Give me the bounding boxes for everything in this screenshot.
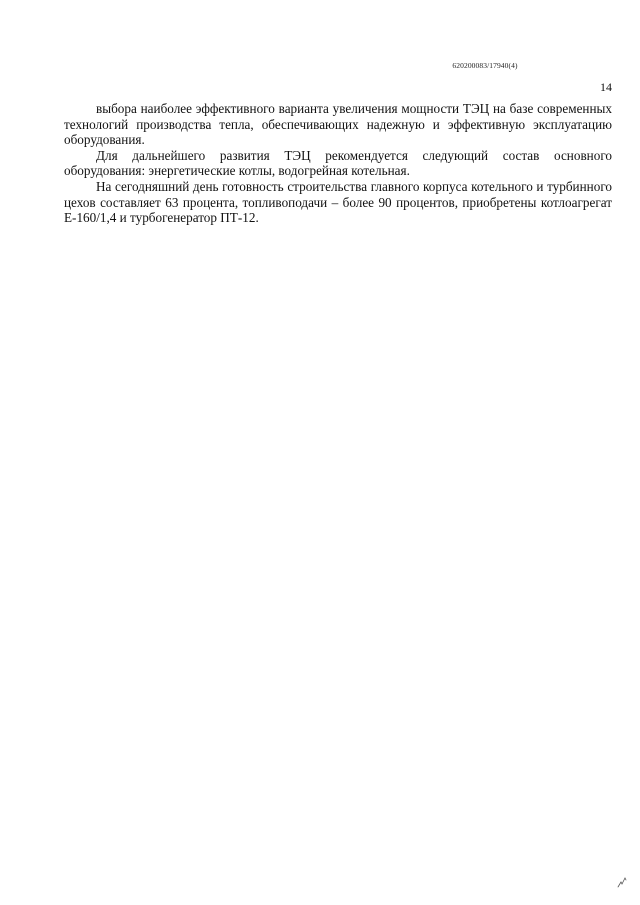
- pen-mark-icon: [616, 873, 628, 889]
- paragraph-continuation: выбора наиболее эффективного варианта увеличения мощности ТЭЦ на базе современных технологий производства тепла, обеспечивающих надежную и эффективную эксплуатацию оборудования.: [64, 101, 612, 148]
- page-number: 14: [600, 80, 612, 94]
- paragraph-construction-readiness: На сегодняшний день готовность строительства главного корпуса котельного и турбинного цехов составляет 63 процента, топливоподачи – более 90 процентов, приобретены котлоагрегат Е-160/1,4 и турбогенератор ПТ-12.: [64, 178, 612, 226]
- document-id: 620200083/17940(4): [452, 61, 518, 70]
- paragraph-equipment-composition: Для дальнейшего развития ТЭЦ рекомендуется следующий состав основного оборудования: энергетические котлы, водогрейная котельная.: [64, 147, 612, 179]
- document-body: [64, 101, 612, 226]
